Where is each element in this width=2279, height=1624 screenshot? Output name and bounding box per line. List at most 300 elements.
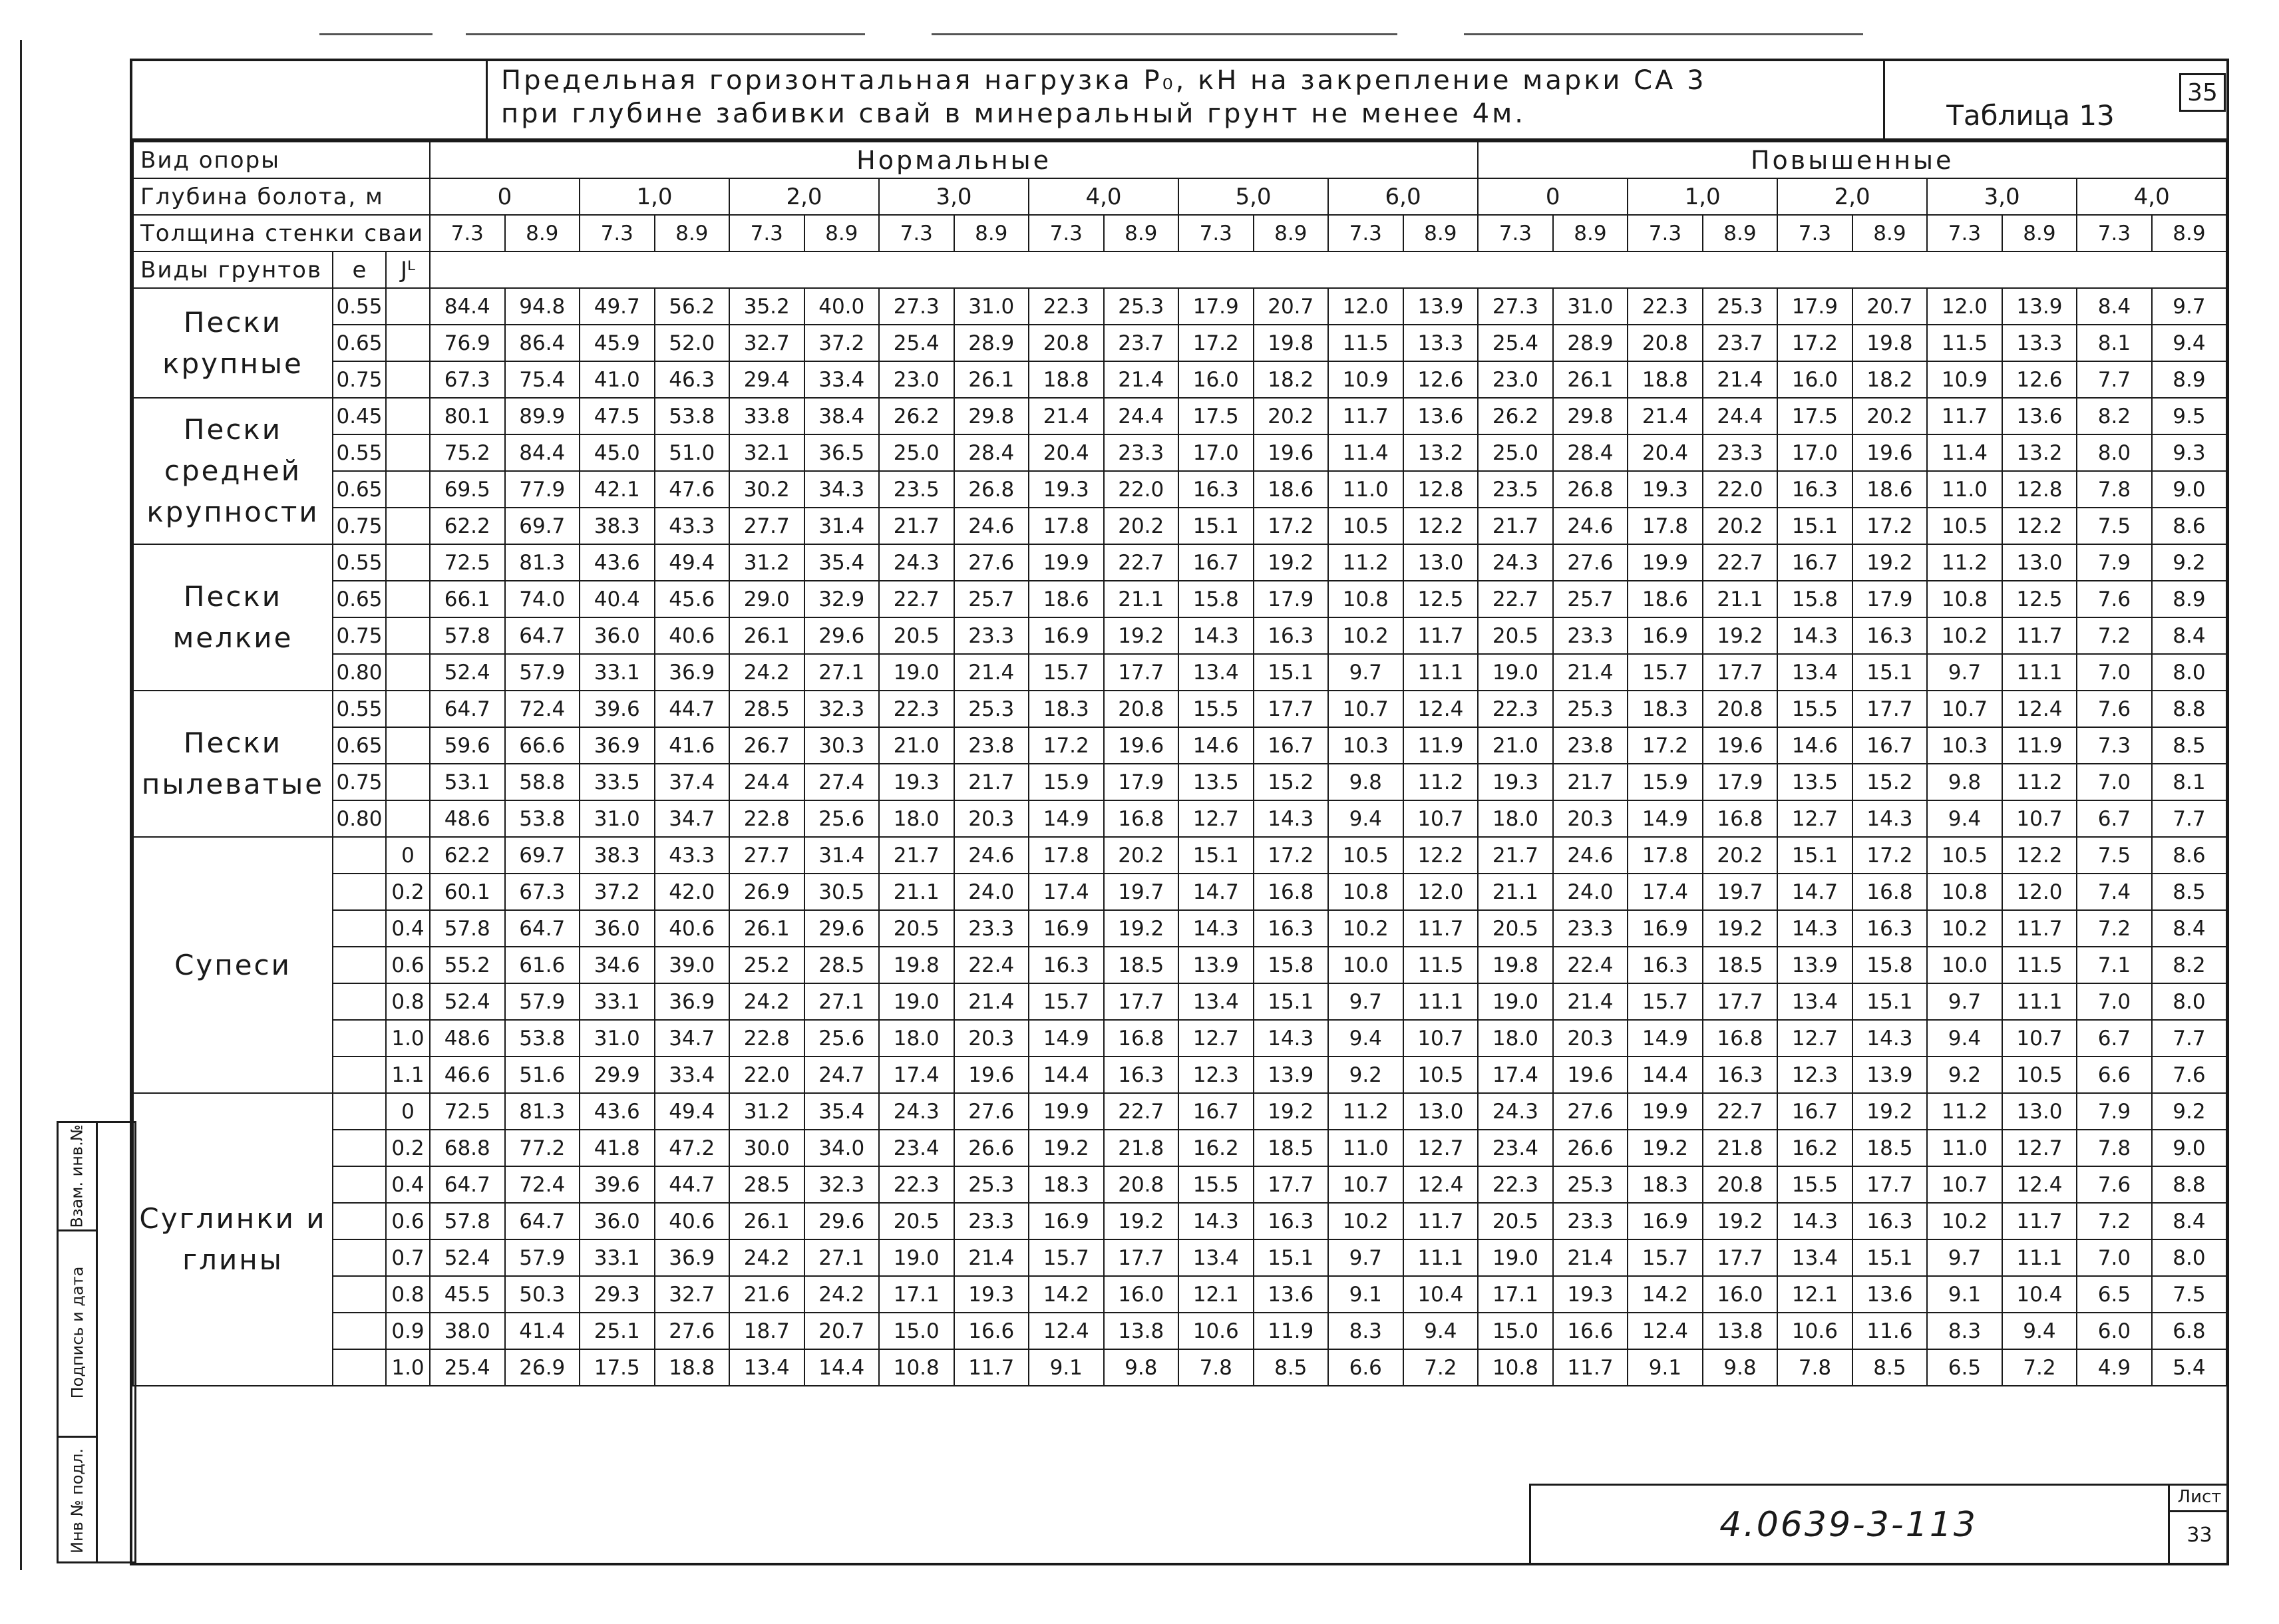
load-value-cell: 30.0 xyxy=(729,1130,804,1166)
load-value-cell: 10.4 xyxy=(1403,1276,1479,1313)
load-value-cell: 33.1 xyxy=(580,983,655,1020)
load-value-cell: 26.9 xyxy=(729,874,804,910)
load-value-cell: 7.2 xyxy=(2077,617,2152,654)
load-value-cell: 23.3 xyxy=(1553,617,1628,654)
load-value-cell: 7.2 xyxy=(2077,910,2152,947)
load-value-cell: 17.7 xyxy=(1703,983,1778,1020)
load-value-cell: 24.4 xyxy=(1104,398,1179,434)
load-value-cell: 16.9 xyxy=(1628,1203,1703,1239)
load-value-cell: 18.3 xyxy=(1628,691,1703,727)
load-value-cell: 20.2 xyxy=(1254,398,1329,434)
load-value-cell: 17.5 xyxy=(1777,398,1852,434)
load-value-cell: 33.5 xyxy=(580,764,655,800)
load-value-cell: 23.3 xyxy=(1703,434,1778,471)
load-value-cell: 14.3 xyxy=(1777,617,1852,654)
load-value-cell: 18.5 xyxy=(1703,947,1778,983)
load-value-cell: 62.2 xyxy=(430,837,505,874)
load-value-cell: 10.3 xyxy=(1328,727,1403,764)
load-value-cell: 18.0 xyxy=(1478,800,1553,837)
load-value-cell: 17.9 xyxy=(1104,764,1179,800)
load-value-cell: 13.9 xyxy=(1178,947,1254,983)
load-value-cell: 25.3 xyxy=(1703,288,1778,325)
wall-thickness-label: Толщина стенки сваи xyxy=(133,215,430,251)
load-value-cell: 13.9 xyxy=(1852,1056,1928,1093)
swamp-depth-value: 2,0 xyxy=(1777,178,1927,215)
load-value-cell: 34.6 xyxy=(580,947,655,983)
porosity-e-cell xyxy=(333,947,386,983)
load-value-cell: 15.8 xyxy=(1777,581,1852,617)
load-value-cell: 17.7 xyxy=(1104,983,1179,1020)
load-value-cell: 36.9 xyxy=(655,1239,730,1276)
load-value-cell: 26.2 xyxy=(879,398,954,434)
porosity-e-cell: 0.65 xyxy=(333,727,386,764)
load-value-cell: 9.8 xyxy=(1328,764,1403,800)
load-value-cell: 86.4 xyxy=(505,325,580,361)
load-value-cell: 19.0 xyxy=(1478,654,1553,691)
porosity-e-cell: 0.75 xyxy=(333,764,386,800)
load-value-cell: 64.7 xyxy=(505,1203,580,1239)
load-value-cell: 13.0 xyxy=(2002,1093,2077,1130)
load-value-cell: 22.3 xyxy=(1478,1166,1553,1203)
load-value-cell: 20.8 xyxy=(1703,691,1778,727)
load-value-cell: 20.8 xyxy=(1628,325,1703,361)
load-value-cell: 13.8 xyxy=(1104,1313,1179,1349)
load-value-cell: 19.0 xyxy=(1478,1239,1553,1276)
load-value-cell: 19.2 xyxy=(1628,1130,1703,1166)
load-value-cell: 25.3 xyxy=(1553,1166,1628,1203)
load-value-cell: 23.3 xyxy=(1553,1203,1628,1239)
load-value-cell: 21.1 xyxy=(1104,581,1179,617)
load-value-cell: 15.1 xyxy=(1254,654,1329,691)
load-value-cell: 23.5 xyxy=(1478,471,1553,508)
load-value-cell: 56.2 xyxy=(655,288,730,325)
load-value-cell: 19.0 xyxy=(879,1239,954,1276)
load-value-cell: 9.2 xyxy=(2152,1093,2227,1130)
load-value-cell: 20.8 xyxy=(1703,1166,1778,1203)
liquidity-il-cell: 1.0 xyxy=(386,1349,430,1386)
load-value-cell: 10.2 xyxy=(1927,1203,2002,1239)
wall-thickness-value: 7.3 xyxy=(1029,215,1104,251)
load-value-cell: 7.2 xyxy=(2002,1349,2077,1386)
load-value-cell: 8.4 xyxy=(2152,910,2227,947)
load-value-cell: 69.5 xyxy=(430,471,505,508)
load-value-cell: 12.8 xyxy=(2002,471,2077,508)
table-row xyxy=(133,654,2226,691)
load-value-cell: 14.9 xyxy=(1628,1020,1703,1056)
load-value-cell: 10.8 xyxy=(1478,1349,1553,1386)
load-value-cell: 72.5 xyxy=(430,544,505,581)
load-value-cell: 19.3 xyxy=(1628,471,1703,508)
load-value-cell: 13.0 xyxy=(1403,1093,1479,1130)
load-value-cell: 9.2 xyxy=(1927,1056,2002,1093)
load-value-cell: 11.7 xyxy=(2002,1203,2077,1239)
load-value-cell: 29.6 xyxy=(804,1203,880,1239)
load-value-cell: 21.4 xyxy=(1553,1239,1628,1276)
load-value-cell: 12.2 xyxy=(1403,508,1479,544)
load-value-cell: 21.8 xyxy=(1703,1130,1778,1166)
load-value-cell: 18.3 xyxy=(1029,1166,1104,1203)
load-value-cell: 11.0 xyxy=(1328,471,1403,508)
load-value-cell: 43.3 xyxy=(655,837,730,874)
load-value-cell: 12.2 xyxy=(2002,837,2077,874)
load-value-cell: 22.0 xyxy=(729,1056,804,1093)
load-value-cell: 9.5 xyxy=(2152,398,2227,434)
liquidity-il-cell: 0.6 xyxy=(386,1203,430,1239)
load-value-cell: 11.2 xyxy=(2002,764,2077,800)
load-value-cell: 10.4 xyxy=(2002,1276,2077,1313)
load-value-cell: 26.9 xyxy=(505,1349,580,1386)
porosity-e-cell xyxy=(333,1349,386,1386)
load-value-cell: 12.3 xyxy=(1777,1056,1852,1093)
load-value-cell: 12.7 xyxy=(1777,1020,1852,1056)
load-value-cell: 38.3 xyxy=(580,837,655,874)
load-value-cell: 27.6 xyxy=(1553,544,1628,581)
load-value-cell: 16.2 xyxy=(1777,1130,1852,1166)
load-value-cell: 18.8 xyxy=(655,1349,730,1386)
load-value-cell: 16.8 xyxy=(1104,1020,1179,1056)
load-value-cell: 6.5 xyxy=(1927,1349,2002,1386)
load-value-cell: 29.6 xyxy=(804,617,880,654)
load-value-cell: 22.7 xyxy=(1703,544,1778,581)
load-value-cell: 94.8 xyxy=(505,288,580,325)
load-value-cell: 24.4 xyxy=(1703,398,1778,434)
load-value-cell: 49.4 xyxy=(655,544,730,581)
porosity-e-cell: 0.55 xyxy=(333,691,386,727)
load-value-cell: 11.1 xyxy=(1403,654,1479,691)
porosity-e-cell xyxy=(333,1239,386,1276)
load-value-cell: 84.4 xyxy=(505,434,580,471)
load-value-cell: 15.9 xyxy=(1628,764,1703,800)
load-value-cell: 47.5 xyxy=(580,398,655,434)
load-value-cell: 36.9 xyxy=(580,727,655,764)
liquidity-il-cell xyxy=(386,617,430,654)
load-value-cell: 11.1 xyxy=(2002,654,2077,691)
inv-cell xyxy=(59,1436,96,1565)
load-value-cell: 21.7 xyxy=(879,508,954,544)
load-value-cell: 12.0 xyxy=(1403,874,1479,910)
load-value-cell: 12.7 xyxy=(2002,1130,2077,1166)
load-value-cell: 22.3 xyxy=(879,1166,954,1203)
load-value-cell: 13.4 xyxy=(1178,1239,1254,1276)
load-value-cell: 16.3 xyxy=(1254,910,1329,947)
load-value-cell: 17.7 xyxy=(1852,691,1928,727)
load-value-cell: 9.7 xyxy=(1927,983,2002,1020)
table-row xyxy=(133,581,2226,617)
load-table xyxy=(132,141,2227,1386)
load-value-cell: 81.3 xyxy=(505,544,580,581)
load-value-cell: 69.7 xyxy=(505,837,580,874)
load-value-cell: 18.7 xyxy=(729,1313,804,1349)
load-value-cell: 13.6 xyxy=(1403,398,1479,434)
load-value-cell: 24.2 xyxy=(729,654,804,691)
load-value-cell: 9.4 xyxy=(1328,1020,1403,1056)
load-value-cell: 30.5 xyxy=(804,874,880,910)
load-value-cell: 25.4 xyxy=(879,325,954,361)
load-value-cell: 75.2 xyxy=(430,434,505,471)
load-value-cell: 12.0 xyxy=(1328,288,1403,325)
load-value-cell: 8.0 xyxy=(2152,654,2227,691)
load-value-cell: 9.8 xyxy=(1703,1349,1778,1386)
load-value-cell: 12.1 xyxy=(1777,1276,1852,1313)
load-value-cell: 7.8 xyxy=(2077,1130,2152,1166)
sign-date-label: Подпись и дата xyxy=(68,1266,87,1399)
load-value-cell: 15.7 xyxy=(1029,654,1104,691)
load-value-cell: 8.4 xyxy=(2077,288,2152,325)
load-value-cell: 24.2 xyxy=(804,1276,880,1313)
load-value-cell: 23.7 xyxy=(1703,325,1778,361)
normal-label: Нормальные xyxy=(430,142,1478,178)
load-value-cell: 18.2 xyxy=(1254,361,1329,398)
load-value-cell: 20.3 xyxy=(1553,800,1628,837)
load-value-cell: 8.0 xyxy=(2152,1239,2227,1276)
porosity-e-cell: 0.45 xyxy=(333,398,386,434)
load-value-cell: 27.6 xyxy=(655,1313,730,1349)
page-number: 35 xyxy=(2179,73,2226,112)
load-value-cell: 51.6 xyxy=(505,1056,580,1093)
load-value-cell: 36.0 xyxy=(580,910,655,947)
load-value-cell: 14.7 xyxy=(1178,874,1254,910)
load-value-cell: 15.8 xyxy=(1178,581,1254,617)
load-value-cell: 10.0 xyxy=(1927,947,2002,983)
load-value-cell: 26.8 xyxy=(1553,471,1628,508)
load-value-cell: 25.3 xyxy=(1104,288,1179,325)
load-value-cell: 13.9 xyxy=(1254,1056,1329,1093)
load-value-cell: 20.2 xyxy=(1703,837,1778,874)
load-value-cell: 9.7 xyxy=(1328,1239,1403,1276)
load-value-cell: 16.8 xyxy=(1852,874,1928,910)
load-value-cell: 75.4 xyxy=(505,361,580,398)
load-value-cell: 10.5 xyxy=(1927,508,2002,544)
load-value-cell: 13.8 xyxy=(1703,1313,1778,1349)
load-value-cell: 28.4 xyxy=(1553,434,1628,471)
load-value-cell: 13.4 xyxy=(1777,1239,1852,1276)
load-value-cell: 19.3 xyxy=(1478,764,1553,800)
load-value-cell: 17.7 xyxy=(1254,691,1329,727)
load-value-cell: 31.2 xyxy=(729,544,804,581)
load-value-cell: 19.0 xyxy=(1478,983,1553,1020)
load-value-cell: 8.0 xyxy=(2152,983,2227,1020)
load-value-cell: 8.2 xyxy=(2152,947,2227,983)
load-value-cell: 35.4 xyxy=(804,1093,880,1130)
load-value-cell: 15.1 xyxy=(1852,983,1928,1020)
load-value-cell: 11.1 xyxy=(2002,1239,2077,1276)
wall-thickness-value: 8.9 xyxy=(1104,215,1179,251)
top-dash xyxy=(1464,33,1863,35)
load-value-cell: 19.8 xyxy=(879,947,954,983)
load-value-cell: 10.9 xyxy=(1328,361,1403,398)
load-value-cell: 16.0 xyxy=(1777,361,1852,398)
load-value-cell: 67.3 xyxy=(430,361,505,398)
load-value-cell: 39.6 xyxy=(580,1166,655,1203)
load-value-cell: 19.2 xyxy=(1852,544,1928,581)
load-value-cell: 21.1 xyxy=(1703,581,1778,617)
table-row xyxy=(133,691,2226,727)
load-value-cell: 22.8 xyxy=(729,800,804,837)
swamp-depth-label: Глубина болота, м xyxy=(133,178,430,215)
load-value-cell: 24.3 xyxy=(879,544,954,581)
load-value-cell: 40.6 xyxy=(655,1203,730,1239)
load-value-cell: 11.1 xyxy=(2002,983,2077,1020)
load-value-cell: 15.1 xyxy=(1254,983,1329,1020)
load-value-cell: 17.1 xyxy=(1478,1276,1553,1313)
load-value-cell: 77.9 xyxy=(505,471,580,508)
load-value-cell: 8.5 xyxy=(2152,874,2227,910)
load-value-cell: 15.5 xyxy=(1777,691,1852,727)
load-value-cell: 7.6 xyxy=(2077,1166,2152,1203)
load-value-cell: 35.2 xyxy=(729,288,804,325)
soil-group-name: Пески крупные xyxy=(133,288,333,398)
load-value-cell: 36.0 xyxy=(580,1203,655,1239)
load-value-cell: 26.8 xyxy=(954,471,1029,508)
load-value-cell: 8.4 xyxy=(2152,1203,2227,1239)
load-value-cell: 9.8 xyxy=(1927,764,2002,800)
load-value-cell: 72.5 xyxy=(430,1093,505,1130)
load-value-cell: 10.7 xyxy=(1927,691,2002,727)
porosity-e-cell: 0.75 xyxy=(333,617,386,654)
load-value-cell: 9.7 xyxy=(1328,654,1403,691)
liquidity-il-cell: 0.4 xyxy=(386,910,430,947)
load-value-cell: 30.2 xyxy=(729,471,804,508)
load-value-cell: 32.7 xyxy=(655,1276,730,1313)
load-value-cell: 26.6 xyxy=(954,1130,1029,1166)
load-value-cell: 16.9 xyxy=(1628,617,1703,654)
swamp-depth-value: 3,0 xyxy=(879,178,1029,215)
load-value-cell: 29.3 xyxy=(580,1276,655,1313)
load-value-cell: 28.4 xyxy=(954,434,1029,471)
load-value-cell: 22.3 xyxy=(1478,691,1553,727)
load-value-cell: 15.2 xyxy=(1254,764,1329,800)
load-value-cell: 17.9 xyxy=(1178,288,1254,325)
load-value-cell: 45.5 xyxy=(430,1276,505,1313)
porosity-e-cell: 0.55 xyxy=(333,288,386,325)
load-value-cell: 17.9 xyxy=(1852,581,1928,617)
load-value-cell: 28.5 xyxy=(729,1166,804,1203)
load-value-cell: 8.1 xyxy=(2077,325,2152,361)
load-value-cell: 12.2 xyxy=(1403,837,1479,874)
load-value-cell: 12.2 xyxy=(2002,508,2077,544)
load-value-cell: 31.4 xyxy=(804,508,880,544)
load-value-cell: 23.0 xyxy=(1478,361,1553,398)
load-value-cell: 22.4 xyxy=(1553,947,1628,983)
liquidity-il-cell xyxy=(386,764,430,800)
load-value-cell: 19.6 xyxy=(1703,727,1778,764)
load-value-cell: 12.7 xyxy=(1777,800,1852,837)
load-value-cell: 24.3 xyxy=(1478,1093,1553,1130)
load-value-cell: 89.9 xyxy=(505,398,580,434)
load-value-cell: 11.2 xyxy=(1328,1093,1403,1130)
load-value-cell: 17.7 xyxy=(1104,654,1179,691)
load-value-cell: 17.8 xyxy=(1628,837,1703,874)
load-value-cell: 76.9 xyxy=(430,325,505,361)
load-value-cell: 25.4 xyxy=(430,1349,505,1386)
load-value-cell: 11.5 xyxy=(1927,325,2002,361)
porosity-e-cell xyxy=(333,1056,386,1093)
load-value-cell: 53.8 xyxy=(505,800,580,837)
load-value-cell: 8.5 xyxy=(1852,1349,1928,1386)
load-value-cell: 19.6 xyxy=(1254,434,1329,471)
load-value-cell: 8.9 xyxy=(2152,581,2227,617)
load-value-cell: 13.3 xyxy=(1403,325,1479,361)
load-value-cell: 11.9 xyxy=(2002,727,2077,764)
load-value-cell: 21.4 xyxy=(1628,398,1703,434)
table-row xyxy=(133,361,2226,398)
load-value-cell: 17.7 xyxy=(1254,1166,1329,1203)
load-value-cell: 32.7 xyxy=(729,325,804,361)
title-line-1: Предельная горизонтальная нагрузка P₀, кН на закрепление марки СА 3 xyxy=(501,65,1707,96)
load-value-cell: 11.7 xyxy=(1328,398,1403,434)
load-value-cell: 48.6 xyxy=(430,1020,505,1056)
load-value-cell: 11.9 xyxy=(1254,1313,1329,1349)
load-value-cell: 12.4 xyxy=(1628,1313,1703,1349)
porosity-e-cell xyxy=(333,1313,386,1349)
table-row xyxy=(133,1276,2226,1313)
load-value-cell: 31.2 xyxy=(729,1093,804,1130)
load-value-cell: 20.8 xyxy=(1104,691,1179,727)
load-value-cell: 9.0 xyxy=(2152,471,2227,508)
load-value-cell: 21.7 xyxy=(1553,764,1628,800)
load-value-cell: 16.0 xyxy=(1104,1276,1179,1313)
load-value-cell: 9.8 xyxy=(1104,1349,1179,1386)
load-value-cell: 36.0 xyxy=(580,617,655,654)
table-row xyxy=(133,434,2226,471)
load-value-cell: 7.5 xyxy=(2077,508,2152,544)
load-value-cell: 30.3 xyxy=(804,727,880,764)
load-value-cell: 9.1 xyxy=(1628,1349,1703,1386)
load-value-cell: 21.4 xyxy=(1703,361,1778,398)
load-value-cell: 19.6 xyxy=(954,1056,1029,1093)
table-row xyxy=(133,288,2226,325)
load-value-cell: 26.2 xyxy=(1478,398,1553,434)
load-value-cell: 25.0 xyxy=(879,434,954,471)
liquidity-il-cell: 0.6 xyxy=(386,947,430,983)
load-value-cell: 9.4 xyxy=(1927,800,2002,837)
load-value-cell: 33.1 xyxy=(580,1239,655,1276)
load-value-cell: 9.7 xyxy=(2152,288,2227,325)
load-value-cell: 11.7 xyxy=(1927,398,2002,434)
load-value-cell: 19.2 xyxy=(1104,910,1179,947)
liquidity-il-cell xyxy=(386,471,430,508)
load-value-cell: 27.1 xyxy=(804,983,880,1020)
load-value-cell: 36.9 xyxy=(655,983,730,1020)
load-value-cell: 24.7 xyxy=(804,1056,880,1093)
load-value-cell: 11.1 xyxy=(1403,983,1479,1020)
load-value-cell: 14.3 xyxy=(1852,1020,1928,1056)
soil-group-name: Пески пылеватые xyxy=(133,691,333,837)
load-value-cell: 19.9 xyxy=(1628,544,1703,581)
load-value-cell: 22.3 xyxy=(1628,288,1703,325)
load-value-cell: 17.9 xyxy=(1703,764,1778,800)
load-value-cell: 8.5 xyxy=(1254,1349,1329,1386)
load-value-cell: 32.3 xyxy=(804,691,880,727)
load-value-cell: 15.8 xyxy=(1852,947,1928,983)
load-value-cell: 26.1 xyxy=(729,617,804,654)
load-value-cell: 34.7 xyxy=(655,800,730,837)
load-value-cell: 60.1 xyxy=(430,874,505,910)
liquidity-il-cell xyxy=(386,691,430,727)
table-row xyxy=(133,764,2226,800)
load-value-cell: 22.7 xyxy=(1703,1093,1778,1130)
load-value-cell: 25.7 xyxy=(954,581,1029,617)
swamp-depth-value: 4,0 xyxy=(2077,178,2226,215)
load-value-cell: 77.2 xyxy=(505,1130,580,1166)
load-value-cell: 15.7 xyxy=(1628,983,1703,1020)
load-value-cell: 21.7 xyxy=(954,764,1029,800)
load-value-cell: 26.1 xyxy=(954,361,1029,398)
load-value-cell: 13.6 xyxy=(2002,398,2077,434)
load-value-cell: 18.6 xyxy=(1254,471,1329,508)
load-value-cell: 12.7 xyxy=(1403,1130,1479,1166)
load-value-cell: 7.6 xyxy=(2077,581,2152,617)
